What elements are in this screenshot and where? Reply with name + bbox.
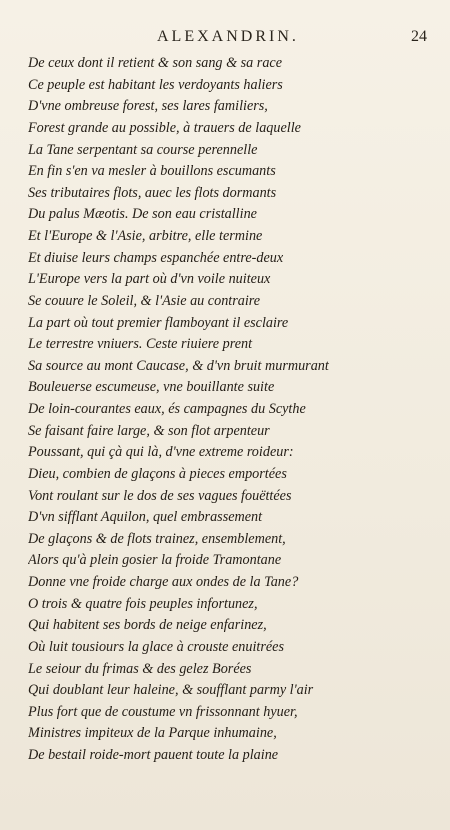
verse-line: Et diuise leurs champs espanchée entre-deux (28, 249, 284, 266)
verse-line: Poussant, qui çà qui là, d'vne extreme roideur: (28, 444, 294, 461)
poem-text (28, 53, 428, 767)
verse-line: Le terrestre vniuers. Ceste riuiere prent (28, 336, 253, 353)
verse-line: De loin-courantes eaux, és campagnes du Scythe (28, 401, 306, 417)
verse-line: O trois & quatre fois peuples infortunez, (28, 595, 258, 612)
verse-line: Vont roulant sur le dos de ses vagues fouëttées (28, 487, 292, 504)
running-title: ALEXANDRIN. (157, 28, 299, 45)
verse-line: Dieu, combien de glaçons à pieces emportées (28, 465, 287, 482)
verse-line: La Tane serpentant sa course perennelle (28, 141, 258, 158)
verse-line: D'vne ombreuse forest, ses lares familiers, (28, 98, 268, 115)
verse-line: Plus fort que de coustume vn frissonnant hyuer, (28, 703, 298, 720)
verse-line: De bestail roide-mort pauent toute la plaine (28, 747, 279, 763)
verse-line: Alors qu'à plein gosier la froide Tramontane (28, 552, 282, 569)
verse-line: Du palus Mæotis. De son eau cristalline (28, 206, 257, 223)
verse-line: Qui habitent ses bords de neige enfarinez, (28, 617, 267, 634)
verse-line: Sa source au mont Caucase, & d'vn bruit murmurant (28, 357, 329, 374)
verse-line: Et l'Europe & l'Asie, arbitre, elle termine (28, 228, 263, 244)
page-header (0, 28, 450, 52)
verse-line: Qui doublant leur haleine, & soufflant parmy l'air (28, 682, 314, 699)
verse-line: D'vn sifflant Aquilon, quel embrassement (28, 509, 263, 526)
verse-line: Le seiour du frimas & des gelez Borées (28, 660, 252, 677)
verse-line: Ministres impiteux de la Parque inhumaine, (28, 725, 277, 742)
verse-line: Forest grande au possible, à trauers de laquelle (28, 119, 301, 136)
verse-line: Ce peuple est habitant les verdoyants haliers (28, 76, 283, 93)
verse-line: En fin s'en va mesler à bouillons escumants (28, 163, 276, 180)
verse-line: Donne vne froide charge aux ondes de la Tane? (28, 574, 299, 590)
page-number: 24 (411, 28, 427, 45)
verse-line: L'Europe vers la part où d'vn voile nuiteux (28, 271, 271, 288)
verse-line: Se faisant faire large, & son flot arpenteur (28, 422, 270, 439)
verse-line: Se couure le Soleil, & l'Asie au contraire (28, 292, 261, 309)
verse-line: Où luit tousiours la glace à crouste enuitrées (28, 638, 285, 655)
verse-line: Ses tributaires flots, auec les flots dormants (28, 184, 277, 201)
verse-line: De glaçons & de flots trainez, ensemblement, (28, 530, 286, 547)
verse-line: De ceux dont il retient & son sang & sa race (28, 55, 283, 71)
verse-line: La part où tout premier flamboyant il esclaire (28, 314, 289, 331)
verse-line: Bouleuerse escumeuse, vne bouillante suite (28, 379, 275, 396)
